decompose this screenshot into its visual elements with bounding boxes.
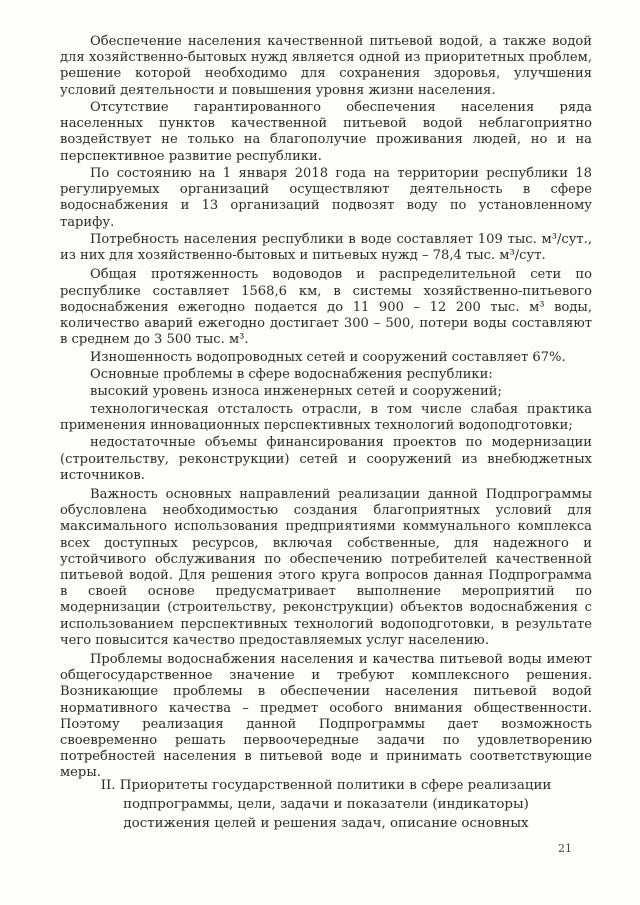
paragraph-water-supply-priority: Обеспечение населения качественной питьевой водой, а также водой для хозяйственно-бытовых нужд является одной из приоритетных проблем, решение которой необходимо для сохранения здоровья, улучшения условий деятельности и повышения уровня жизни населения. [60,34,592,98]
paragraph-subprogram-importance: Важность основных направлений реализации данной Подпрограммы обусловлена необходимостью создания благоприятных условий для максимального использования предприятиями коммунального комплекса всех доступных ресурсов, включая собственные, для надежного и устойчивого обслуживания по обеспечению потребителей качественной питьевой водой. Для решения этого круга вопросов данная Подпрограмма в своей основе предусматривает выполнение мероприятий по модернизации (строительству, реконструкции) объектов водоснабжения с использованием перспективных технологий водоподготовки, в результате чего повысится качество предоставляемых услуг населению. [60,486,592,648]
section-heading-line-3: достижения целей и решения задач, описание основных [123,816,529,831]
paragraph-water-demand: Потребность населения республики в воде составляет 109 тыс. м³/сут., из них для хозяйственно-бытовых и питьевых нужд – 78,4 тыс. м³/сут. [60,232,592,264]
section-heading-line-2: подпрограммы, цели, задачи и показатели (индикаторы) [123,797,529,812]
problem-item-wear: высокий уровень износа инженерных сетей и сооружений; [90,384,502,400]
paragraph-main-problems: Основные проблемы в сфере водоснабжения республики: [90,367,493,382]
problem-item-technology: технологическая отсталость отрасли, в том числе слабая практика применения инновационных перспективных технологий водоподготовки; [60,401,592,433]
section-heading [60,776,592,833]
problem-item-financing: недостаточные объемы финансирования проектов по модернизации (строительству, реконструкции) сетей и сооружений из внебюджетных источников. [60,435,592,483]
paragraph-water-quality-problems: Проблемы водоснабжения населения и качества питьевой воды имеют общегосударственное значение и требуют комплексного решения. Возникающие проблемы в обеспечении населения питьевой водой нормативного качества – предмет особого внимания общественности. Поэтому реализация данной Подпрограммы дает возможность своевременно решать первоочередные задачи по удовлетворению потребностей населения в питьевой воде и принимать соответствующие меры. [60,652,592,781]
paragraph-guaranteed-supply: Отсутствие гарантированного обеспечения населения ряда населенных пунктов качественной питьевой водой неблагоприятно воздействует не только на благополучие проживания людей, но и на перспективное развитие республики. [60,100,592,164]
page-number: 21 [558,842,572,855]
paragraph-network-length: Общая протяженность водоводов и распределительной сети по республике составляет 1568,6 км, в системы хозяйственно-питьевого водоснабжения ежегодно подается до 11 900 – 12 200 тыс. м³ воды, количество аварий ежегодно достигает 300 – 500, потери воды составляют в среднем до 3 500 тыс. м³. [60,267,592,348]
body-text [60,34,592,783]
section-heading-line-1: II. Приоритеты государственной политики в сфере реализации [100,778,552,793]
paragraph-wear-level: Изношенность водопроводных сетей и сооружений составляет 67%. [90,349,566,365]
paragraph-organizations: По состоянию на 1 января 2018 года на территории республики 18 регулируемых организаций осуществляют деятельность в сфере водоснабжения и 13 организаций подвозят воду по установленному тарифу. [60,166,592,230]
